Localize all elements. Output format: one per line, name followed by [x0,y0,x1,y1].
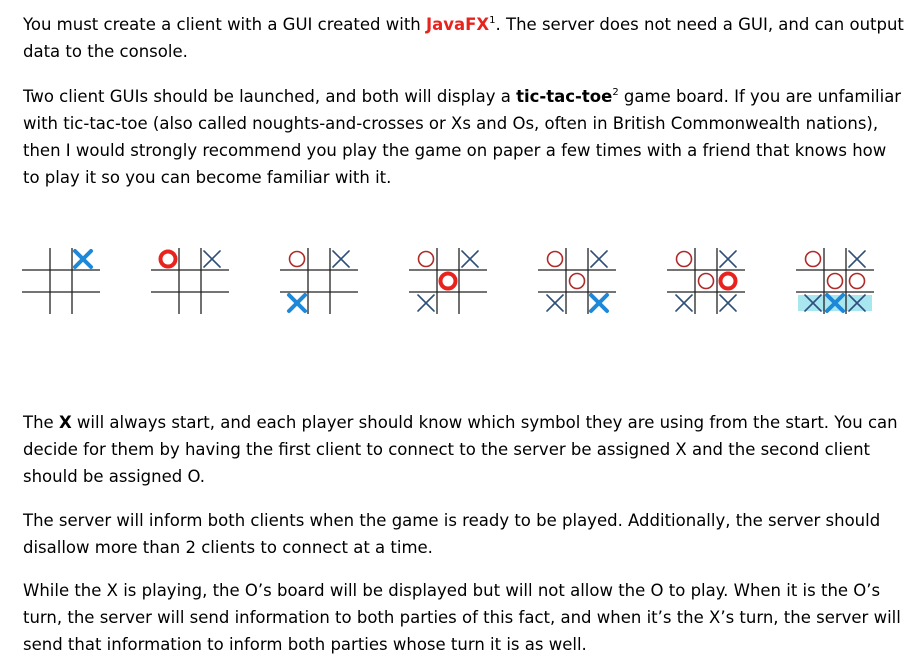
o-mark [419,252,434,267]
new-o-mark [161,252,176,267]
footnote-1-ref: 1 [489,15,496,26]
x-mark [204,251,220,267]
x-mark [849,251,865,267]
p3-text-end: will always start, and each player should know which symbol they are using from the start. You can decide for them by having the first client to connect to the server be assigned X and the second client should be assigned O. [23,413,898,486]
p2-text-start: Two client GUIs should be launched, and both will display a [23,87,517,106]
x-mark [591,251,607,267]
o-mark [677,252,692,267]
p1-text-start: You must create a client with a GUI created with [23,15,426,34]
x-mark [418,295,434,311]
x-mark [462,251,478,267]
new-x-mark [591,295,607,311]
o-mark [850,274,865,289]
tic-tac-toe-board [538,248,616,314]
x-mark [720,251,736,267]
o-mark [570,274,585,289]
x-mark [333,251,349,267]
paragraph-server-inform: The server will inform both clients when the game is ready to be played. Additionally, the server should disallow more than 2 clients to connect at a time. [23,511,881,557]
o-mark [828,274,843,289]
footnote-2-ref: 2 [612,87,619,98]
new-o-mark [721,274,736,289]
o-mark [290,252,305,267]
paragraph-x-starts [23,409,908,490]
o-mark [806,252,821,267]
new-x-mark [289,295,305,311]
tic-tac-toe-board [409,248,487,314]
x-mark [676,295,692,311]
tic-tac-toe-board [280,248,358,314]
x-mark [720,295,736,311]
x-mark [547,295,563,311]
p3-text-start: The [23,413,59,432]
new-o-mark [441,274,456,289]
tic-tac-toe-term: tic-tac-toe [516,87,613,106]
tic-tac-toe-board [151,248,229,314]
paragraph-turns: While the X is playing, the O’s board will be displayed but will not allow the O to play. When it is the O’s turn, the server will send information to both parties of this fact, and when it’s the X’s turn, the server will send that information to inform both parties whose turn it is as well. [23,581,901,654]
new-x-mark [75,251,91,267]
tic-tac-toe-board [667,248,745,314]
o-mark [699,274,714,289]
o-mark [548,252,563,267]
javafx-term: JavaFX [426,15,490,34]
p1-text-end: . The server does not need a GUI, and can output data to the console. [23,15,904,61]
tic-tac-toe-board [22,248,100,314]
tic-tac-toe-board [796,248,874,314]
x-symbol-term: X [58,413,72,432]
p2-text-end: game board. If you are unfamiliar with tic-tac-toe (also called noughts-and-crosses or Xs and Os, often in British Commonwealth nations), then I would strongly recommend you play the game on paper a few times with a friend that knows how to play it so you can become familiar with it. [23,87,902,187]
